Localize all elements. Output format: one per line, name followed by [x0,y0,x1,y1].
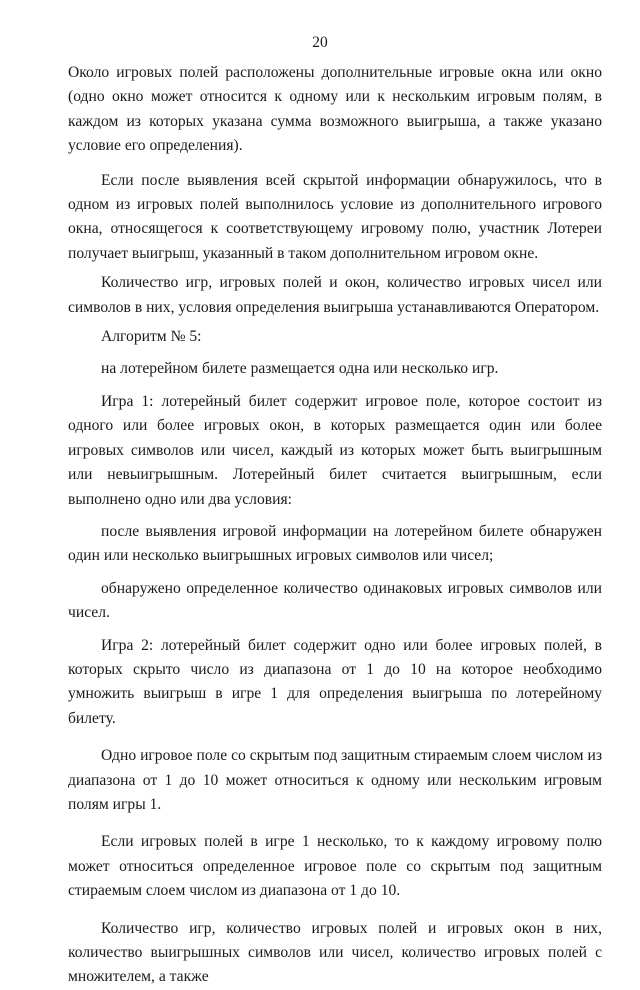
paragraph-condition-1: после выявления игровой информации на лотерейном билете обнаружен один или несколько выигрышных игровых символов или чисел; [68,522,602,565]
paragraph-multiplier-field: Одно игровое поле со скрытым под защитным стираемым слоем числом из диапазона от 1 до 10 может относиться к одному или нескольким игровым полям игры 1. [68,747,602,813]
page-body [68,61,602,990]
paragraph-hidden-info-condition: Если после выявления всей скрытой информации обнаружилось, что в одном из игровых полей выполнилось условие из дополнительного игрового окна, относящегося к соответствующему игровому полю, участник Лотереи получает выигрыш, указанный в таком дополнительном игровом окне. [68,171,602,262]
paragraph-operator-settings: Количество игр, игровых полей и окон, количество игровых чисел или символов в них, условия определения выигрыша устанавливаются Оператором. [68,274,602,316]
paragraph-algorithm-heading: Алгоритм № 5: [101,328,202,346]
paragraph-extra-windows: Около игровых полей расположены дополнительные игровые окна или окно (одно окно может относится к одному или к нескольким игровым полям, в каждом из которых указана сумма возможного выигрыша, а также указано условие его определения). [68,64,602,155]
paragraph-algorithm-intro: на лотерейном билете размещается одна или несколько игр. [101,360,499,378]
page-number: 20 [312,34,328,51]
paragraph-condition-2: обнаружено определенное количество одинаковых игровых символов или чисел. [68,579,602,622]
paragraph-game-1: Игра 1: лотерейный билет содержит игровое поле, которое состоит из одного или более игровых окон, в которых размещается один или более игровых символов или чисел, каждый из которых может быть выигрышным или невыигрышным. Лотерейный билет считается выигрышным, если выполнено одно или два условия: [68,392,602,508]
paragraph-quantities: Количество игр, количество игровых полей и игровых окон в них, количество выигрышных символов или чисел, количество игровых полей с множителем, а также [68,919,602,986]
paragraph-multiple-fields: Если игровых полей в игре 1 несколько, то к каждому игровому полю может относиться определенное игровое поле со скрытым под защитным стираемым слоем числом из диапазона от 1 до 10. [68,833,602,900]
paragraph-game-2: Игра 2: лотерейный билет содержит одно или более игровых полей, в которых скрыто число из диапазона от 1 до 10 на которое необходимо умножить выигрыш в игре 1 для определения выигрыша по лотерейному билету. [68,636,602,727]
